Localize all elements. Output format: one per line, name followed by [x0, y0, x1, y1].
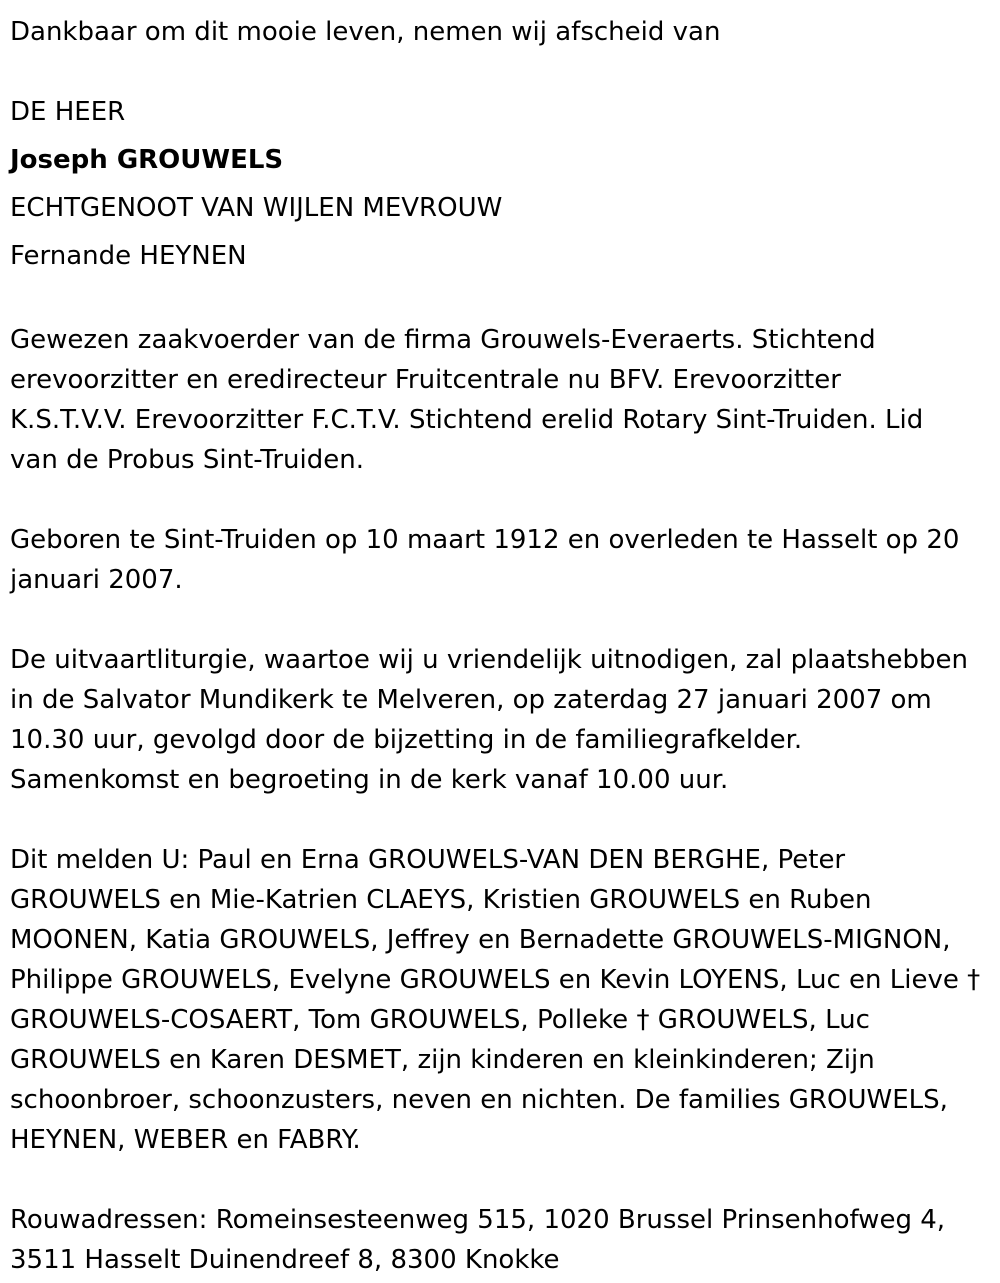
relation-text: ECHTGENOOT VAN WIJLEN MEVROUW — [10, 193, 503, 223]
ceremony-line: in de Salvator Mundikerk te Melveren, op zaterdag 27 januari 2007 om — [10, 685, 932, 715]
intro-text: Dankbaar om dit mooie leven, nemen wij afscheid van — [10, 17, 721, 47]
person-section — [10, 88, 990, 280]
intro-section — [10, 8, 990, 56]
career-line: K.S.T.V.V. Erevoorzitter F.C.T.V. Stichtend erelid Rotary Sint-Truiden. Lid — [10, 405, 924, 435]
family-line: schoonbroer, schoonzusters, neven en nichten. De families GROUWELS, — [10, 1085, 948, 1115]
family-paragraph — [10, 840, 990, 1160]
family-line: GROUWELS en Karen DESMET, zijn kinderen en kleinkinderen; Zijn — [10, 1045, 875, 1075]
birth-death-line: Geboren te Sint-Truiden op 10 maart 1912 en overleden te Hasselt op 20 — [10, 525, 960, 555]
family-line: Philippe GROUWELS, Evelyne GROUWELS en Kevin LOYENS, Luc en Lieve † — [10, 965, 981, 995]
family-line: Dit melden U: Paul en Erna GROUWELS-VAN DEN BERGHE, Peter — [10, 845, 846, 875]
spouse-name: Fernande HEYNEN — [10, 241, 247, 271]
addresses-paragraph — [10, 1200, 990, 1280]
career-line: Gewezen zaakvoerder van de firma Grouwels-Everaerts. Stichtend — [10, 325, 876, 355]
spacer — [10, 280, 990, 320]
spacer — [10, 600, 990, 640]
career-line: erevoorzitter en eredirecteur Fruitcentrale nu BFV. Erevoorzitter — [10, 365, 841, 395]
career-paragraph — [10, 320, 990, 480]
spacer — [10, 1160, 990, 1200]
family-line: GROUWELS en Mie-Katrien CLAEYS, Kristien GROUWELS en Ruben — [10, 885, 872, 915]
deceased-name: Joseph GROUWELS — [10, 145, 284, 175]
ceremony-paragraph — [10, 640, 990, 800]
family-line: MOONEN, Katia GROUWELS, Jeffrey en Bernadette GROUWELS-MIGNON, — [10, 925, 951, 955]
career-line: van de Probus Sint-Truiden. — [10, 445, 364, 475]
ceremony-line: Samenkomst en begroeting in de kerk vanaf 10.00 uur. — [10, 765, 729, 795]
birth-death-paragraph — [10, 520, 990, 600]
family-line: HEYNEN, WEBER en FABRY. — [10, 1125, 361, 1155]
ceremony-line: 10.30 uur, gevolgd door de bijzetting in de familiegrafkelder. — [10, 725, 803, 755]
spacer — [10, 56, 990, 88]
spacer — [10, 800, 990, 840]
spacer — [10, 480, 990, 520]
family-line: GROUWELS-COSAERT, Tom GROUWELS, Polleke † GROUWELS, Luc — [10, 1005, 870, 1035]
address-line: 3511 Hasselt Duinendreef 8, 8300 Knokke — [10, 1245, 560, 1275]
honorific: DE HEER — [10, 97, 126, 127]
ceremony-line: De uitvaartliturgie, waartoe wij u vriendelijk uitnodigen, zal plaatshebben — [10, 645, 968, 675]
birth-death-line: januari 2007. — [10, 565, 183, 595]
address-line: Rouwadressen: Romeinsesteenweg 515, 1020 Brussel Prinsenhofweg 4, — [10, 1205, 946, 1235]
